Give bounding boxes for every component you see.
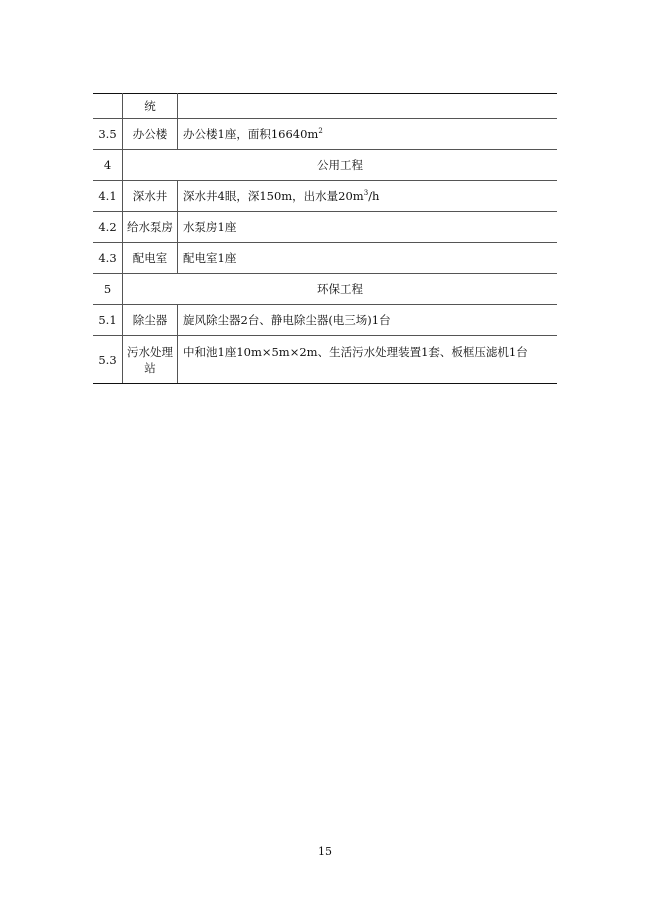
table-row (93, 119, 557, 150)
row-number (93, 94, 123, 119)
table-row (93, 336, 557, 384)
facility-description: 深水井4眼，深150m，出水量$20m^3/h$ (178, 181, 558, 212)
facility-description: 中和池1座10m×5m×2m、生活污水处理装置1套、板框压滤机1台 (178, 336, 558, 384)
row-number: 4.1 (93, 181, 123, 212)
section-row (93, 150, 557, 181)
row-number: 5.3 (93, 336, 123, 384)
section-row (93, 274, 557, 305)
facility-description (178, 94, 558, 119)
facility-name: 配电室 (123, 243, 178, 274)
facility-name: 办公楼 (123, 119, 178, 150)
superscript: 3 (363, 189, 369, 198)
table-row (93, 94, 557, 119)
facility-name: 除尘器 (123, 305, 178, 336)
section-number: 5 (93, 274, 123, 305)
facility-name: 统 (123, 94, 178, 119)
facility-name: 深水井 (123, 181, 178, 212)
facility-description: 配电室1座 (178, 243, 558, 274)
table-row (93, 212, 557, 243)
row-number: 3.5 (93, 119, 123, 150)
facility-name: 给水泵房 (123, 212, 178, 243)
facility-description: 旋风除尘器2台、静电除尘器(电三场)1台 (178, 305, 558, 336)
row-number: 5.1 (93, 305, 123, 336)
page-number: 15 (318, 845, 332, 858)
row-number: 4.3 (93, 243, 123, 274)
facility-name: 污水处理站 (123, 336, 178, 384)
table-row (93, 181, 557, 212)
facility-description: 办公楼1座，面积$16640m^2$ (178, 119, 558, 150)
superscript: 2 (318, 127, 323, 136)
section-title: 环保工程 (123, 274, 558, 305)
facility-description: 水泵房1座 (178, 212, 558, 243)
table-row (93, 243, 557, 274)
row-number: 4.2 (93, 212, 123, 243)
facility-table (93, 93, 557, 384)
section-number: 4 (93, 150, 123, 181)
table-row (93, 305, 557, 336)
section-title: 公用工程 (123, 150, 558, 181)
